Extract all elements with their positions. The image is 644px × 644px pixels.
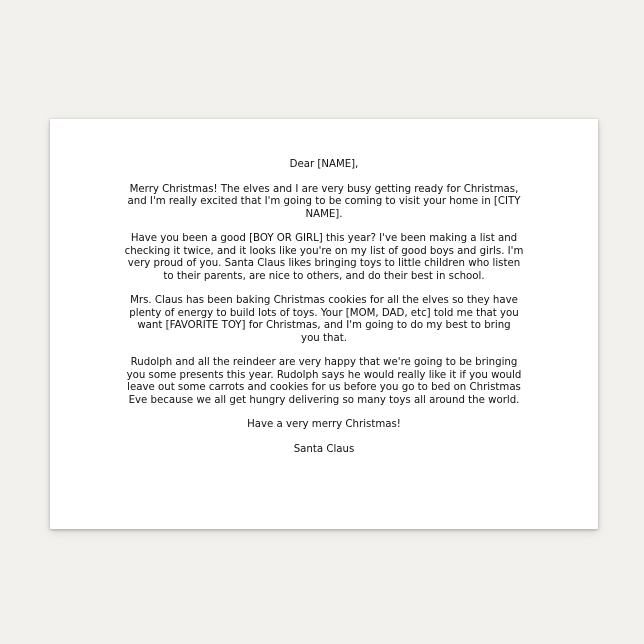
letter-closing: Have a very merry Christmas! xyxy=(247,419,401,431)
letter-body xyxy=(50,159,598,469)
letter-paragraph-1: Merry Christmas! The elves and I are very busy getting ready for Christmas, and I'm really excited that I'm going to be coming to visit your home in [CITY NAME]. xyxy=(127,183,521,220)
letter-greeting: Dear [NAME], xyxy=(289,159,359,170)
letter-paragraph-3: Mrs. Claus has been baking Christmas cookies for all the elves so they have plenty of energy to build lots of toys. Your [MOM, DAD, etc] told me that you want [FAVORITE TOY] for Christmas, and I'm going to do my best to bring you that. xyxy=(129,295,519,344)
postcard xyxy=(50,119,598,529)
letter-signature: Santa Claus xyxy=(293,444,355,456)
letter-paragraph-4: Rudolph and all the reindeer are very happy that we're going to be bringing you some presents this year. Rudolph says he would really like it if you would leave out some carrots and cookies for us before you go to bed on Christmas Eve because we all get hungry delivering so many toys all around the world. xyxy=(126,357,522,406)
letter-paragraph-2: Have you been a good [BOY OR GIRL] this year? I've been making a list and checking it twice, and it looks like you're on my list of good boys and girls. I'm very proud of you. Santa Claus likes bringing toys to little children who listen to their parents, are nice to others, and do their best in school. xyxy=(124,233,524,282)
